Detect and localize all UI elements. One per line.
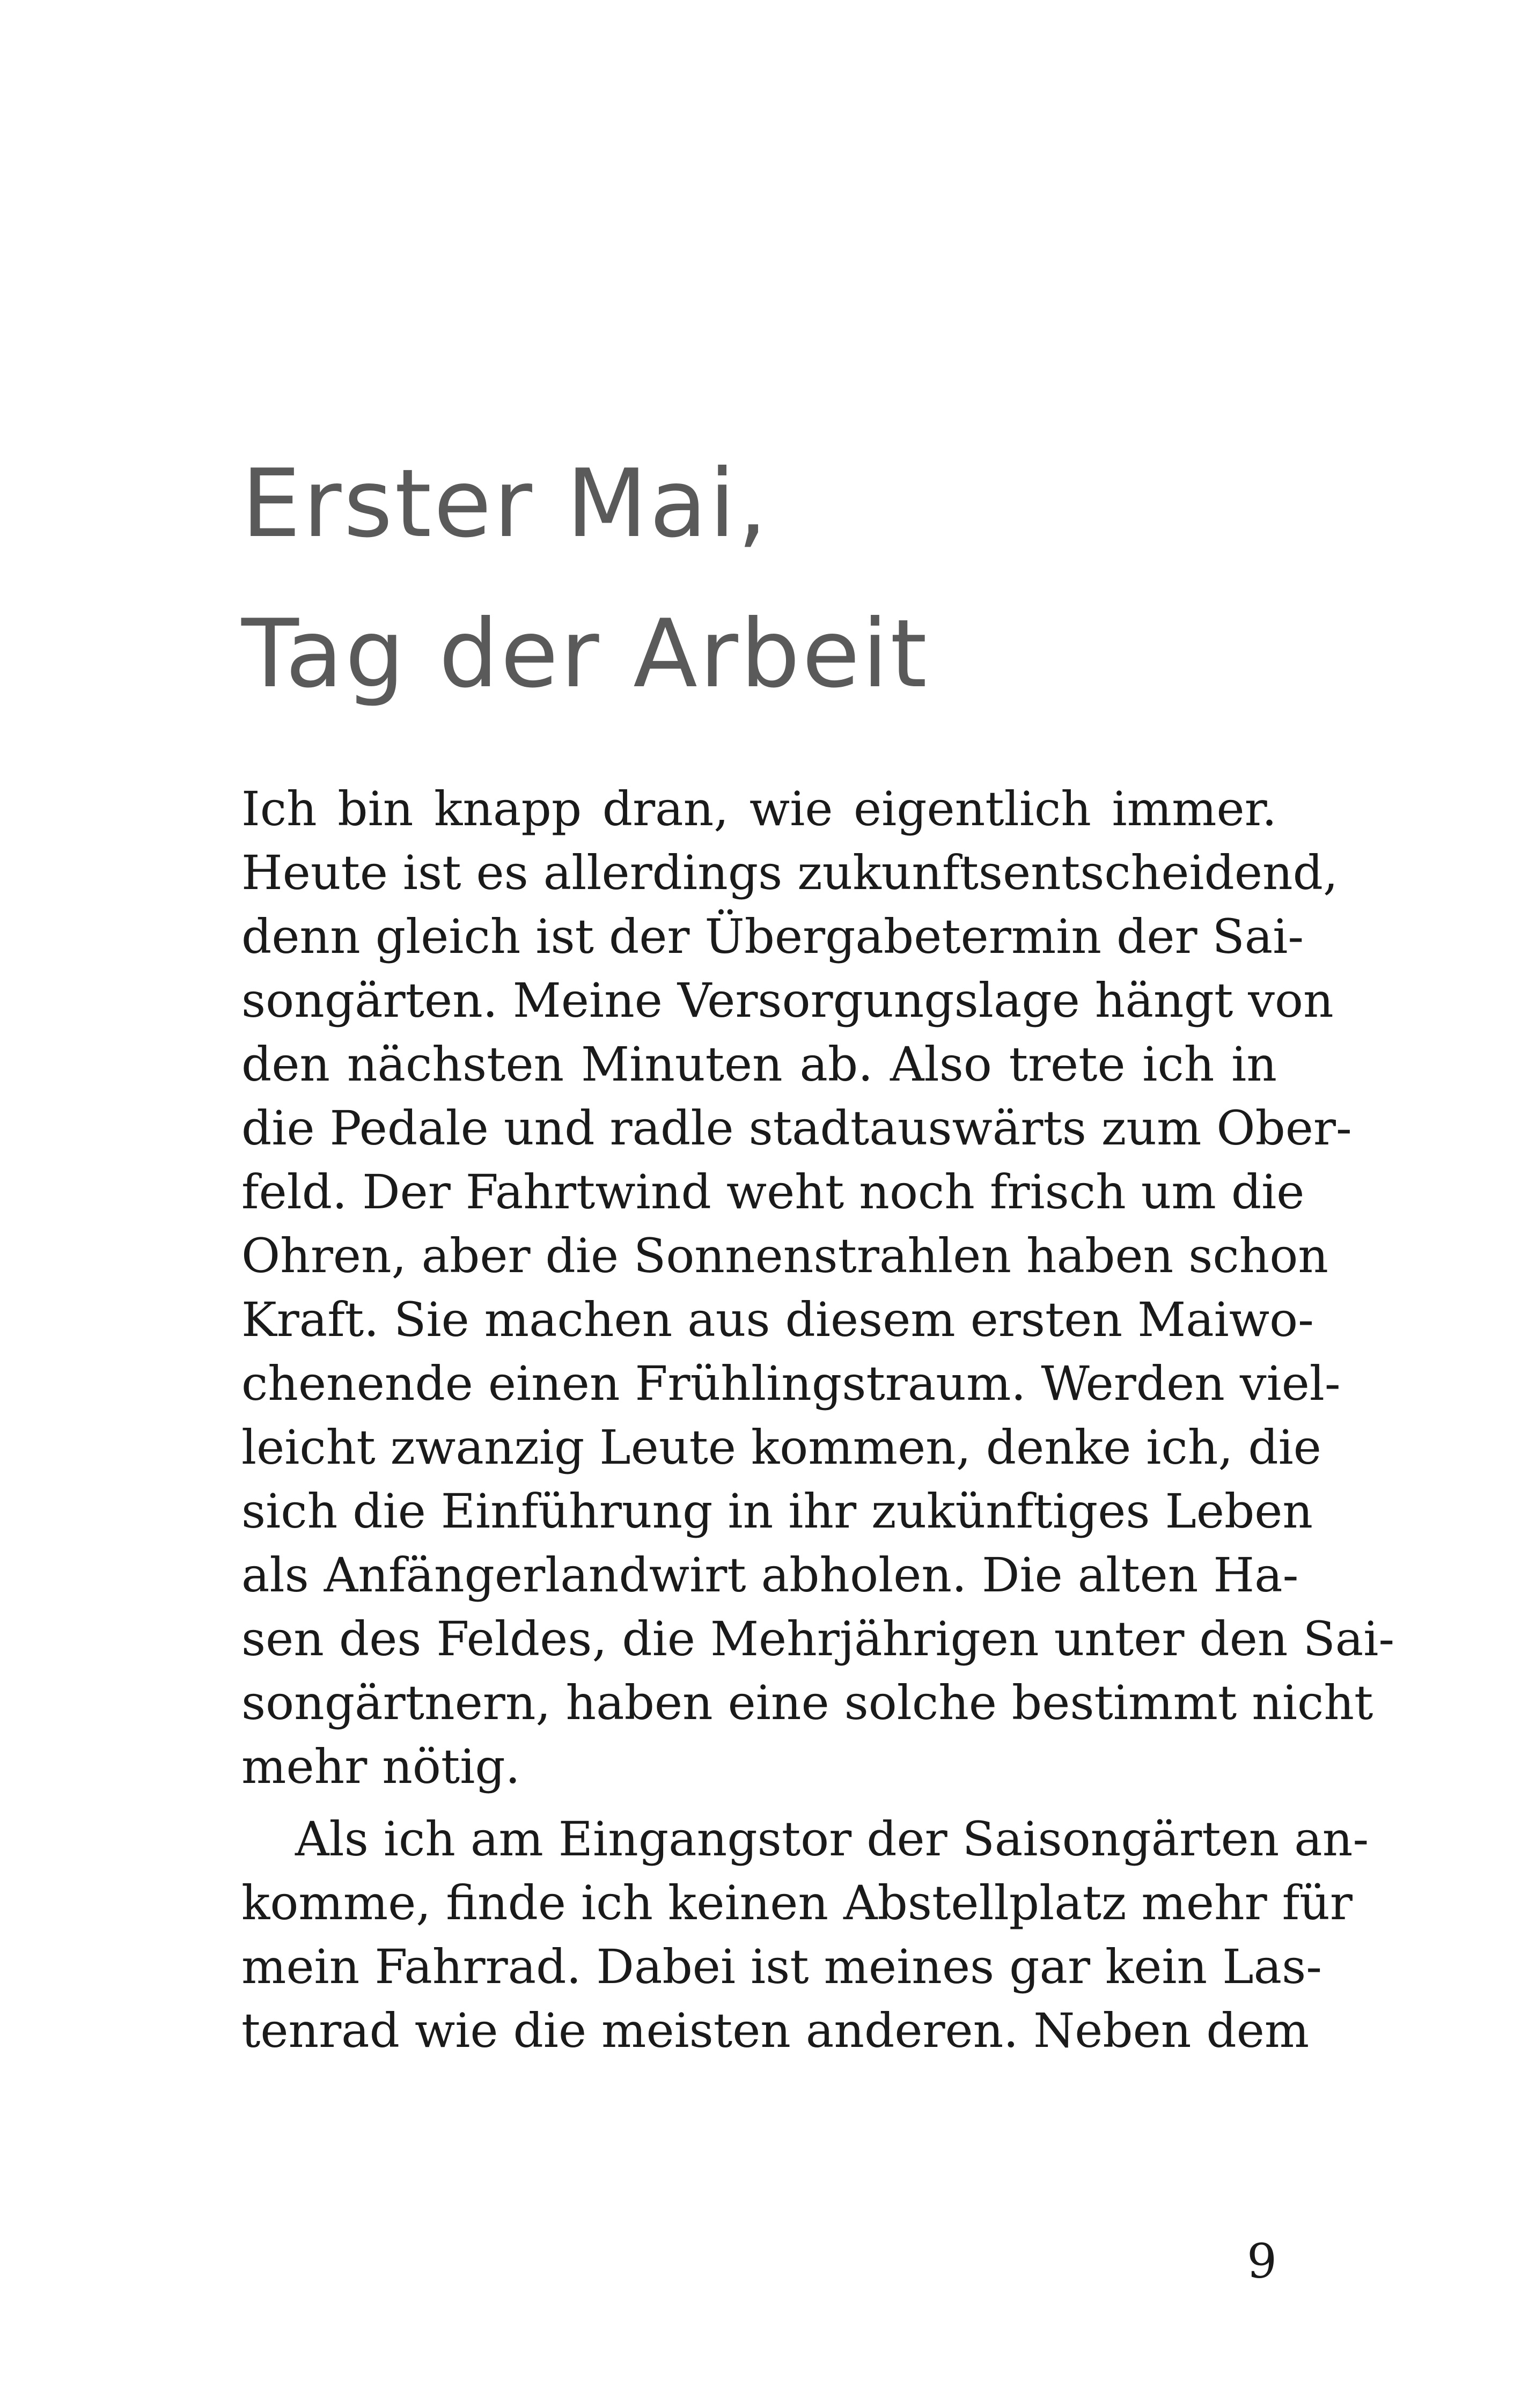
text-line: Als ich am Eingangstor der Saisongärten an- bbox=[295, 1811, 1369, 1867]
text-line: denn gleich ist der Übergabetermin der Sai- bbox=[241, 909, 1304, 964]
paragraph-1 bbox=[241, 777, 1395, 1798]
text-line: sich die Einführung in ihr zukünftiges Leben bbox=[241, 1484, 1313, 1539]
chapter-title-line: Erster Mai, bbox=[241, 450, 770, 559]
text-line: chenende einen Frühlingstraum. Werden viel- bbox=[241, 1356, 1341, 1411]
body-text bbox=[241, 777, 1395, 2062]
page-number: 9 bbox=[1247, 2234, 1277, 2289]
chapter-title bbox=[241, 429, 1314, 730]
text-line: songärtnern, haben eine solche bestimmt nicht bbox=[241, 1675, 1373, 1730]
text-line: komme, finde ich keinen Abstellplatz mehr für bbox=[241, 1875, 1353, 1930]
text-line: tenrad wie die meisten anderen. Neben dem bbox=[241, 2003, 1310, 2058]
text-line: mein Fahrrad. Dabei ist meines gar kein Las- bbox=[241, 1939, 1322, 1994]
text-line: feld. Der Fahrtwind weht noch frisch um die bbox=[241, 1164, 1305, 1220]
chapter-title-line: Tag der Arbeit bbox=[241, 600, 929, 709]
paragraph-2 bbox=[241, 1807, 1369, 2062]
text-line: sen des Feldes, die Mehrjährigen unter den Sai- bbox=[241, 1611, 1395, 1666]
text-line: Ich bin knapp dran, wie eigentlich immer. bbox=[241, 781, 1277, 836]
text-line: Ohren, aber die Sonnenstrahlen haben schon bbox=[241, 1228, 1328, 1283]
paragraph-gap bbox=[241, 1798, 1277, 1807]
text-line: den nächsten Minuten ab. Also trete ich in bbox=[241, 1037, 1277, 1092]
text-line: Heute ist es allerdings zukunftsentscheidend, bbox=[241, 845, 1338, 900]
text-line: Kraft. Sie machen aus diesem ersten Maiwo- bbox=[241, 1292, 1314, 1347]
text-line: songärten. Meine Versorgungslage hängt von bbox=[241, 973, 1334, 1028]
text-line: die Pedale und radle stadtauswärts zum Ober- bbox=[241, 1100, 1352, 1156]
text-line: als Anfängerlandwirt abholen. Die alten Ha- bbox=[241, 1547, 1299, 1603]
text-line: leicht zwanzig Leute kommen, denke ich, die bbox=[241, 1420, 1321, 1475]
text-line: mehr nötig. bbox=[241, 1739, 520, 1794]
